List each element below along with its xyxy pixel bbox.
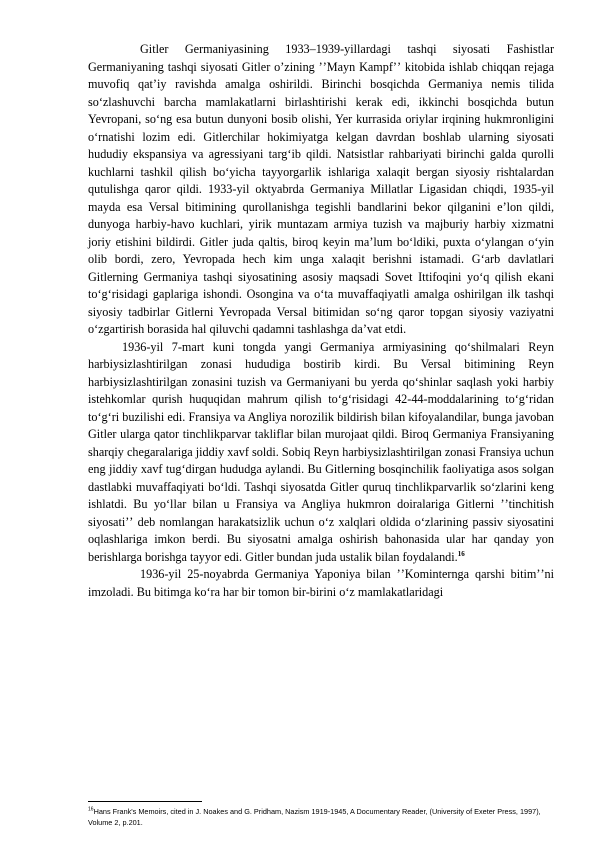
paragraph-2 bbox=[88, 339, 554, 567]
paragraph-3 bbox=[88, 566, 554, 601]
paragraph-1-text: Gitler Germaniyasining 1933–1939-yillardagi tashqi siyosati Fashistlar Germaniyaning tashqi siyosati Gitler oʼzining ʼʼMayn Kampfʼʼ kitobida ishlab chiqqan rejaga muvofiq qatʼiy ravishda amalga oshirildi. Birinchi bosqichda Germaniya nemis tilida soʻzlashuvchi barcha mamlakatlarni birlashtirishi kerak edi, ikkinchi bosqichda butun Yevropani, soʻng esa butun dunyoni bosib olishi, Yer kurrasida oriylar irqining hukmronligini oʻrnatishi lozim edi. Gitlerchilar hokimiyatga kelgan davrdan boshlab ularning siyosati hududiy ekspansiya va agressiyani targʻib qildi. Natsistlar rahbariyati birinchi galda qurolli kuchlarni tashkil qilish boʻyicha tayyorgarlik ishlariga xalaqit bergan siyosiy rishtalardan qutulishga qaror qildi. 1933-yil oktyabrda Germaniya Millatlar Ligasidan chiqdi, 1935-yil mayda esa Versal bitimining qurollanishga tegishli bandlarini bekor qilganini eʼlon qildi, dunyoga harbiy-havo kuchlari, yirik muntazam armiya tuzish va majburiy harbiy xizmatni joriy etishini bildirdi. Gitler juda qaltis, biroq keyin maʼlum boʻldiki, puxta oʻylangan oʻyin olib bordi, zero, Yevropada hech kim unga xalaqit berishni istamadi. Gʻarb davlatlari Gitlerning Germaniya tashqi siyosatining asosiy maqsadi Sovet Ittifoqini yoʻq qilish ekani toʻgʻrisidagi gaplariga ishondi. Osongina va oʻta muvaffaqiyatli amalga oshirilgan ilk tashqi siyosiy tadbirlar Gitlerni Yevropada Versal bitimidan soʻng qaror topgan siyosiy vaziyatni oʻzgartirish borasida hal qiluvchi qadamni tashlashga daʼvat etdi. bbox=[88, 42, 554, 336]
footnote-separator bbox=[88, 801, 202, 802]
footnote-text: Hans Frank's Memoirs, cited in J. Noakes and G. Pridham, Nazism 1919-1945, A Documentary Reader, (University of Exeter Press, 1997), Volume 2, p.201. bbox=[88, 807, 541, 827]
body-text bbox=[88, 41, 554, 601]
paragraph-3-text: 1936-yil 25-noyabrda Germaniya Yaponiya bilan ʼʼKominternga qarshi bitimʼʼni imzoladi. Bu bitimga koʻra har bir tomon bir-birini oʻz mamlakatlaridagi bbox=[88, 567, 554, 599]
paragraph-2-text: 1936-yil 7-mart kuni tongda yangi Germaniya armiyasining qoʻshilmalari Reyn harbiysizlashtirilgan zonasi hududiga bostirib kirdi. Bu Versal bitimining Reyn harbiysizlashtirilgan zonasini tuzish va Germaniyani bu yerda qoʻshinlar saqlash yoki harbiy istehkomlar qurish huquqidan mahrum qilish toʻgʻrisidagi 42-44-moddalarining toʻgʻridan toʻgʻri buzilishi edi. Fransiya va Angliya norozilik bildirish bilan kifoyalandilar, bunga javoban Gitler ularga qator tinchlikparvar takliflar bilan murojaat qildi. Biroq Germaniya Fransiyaning sharqiy chegaralariga jiddiy xavf soldi. Sobiq Reyn harbiysizlashtirilgan zonasi Fransiya uchun eng jiddiy xavf tugʻdirgan hududga aylandi. Bu Gitlerning bosqinchilik faoliyatiga asos solgan dastlabki muvaffaqiyati boʻldi. Tashqi siyosatda Gitler quruq tinchlikparvarlik soʻzlarini keng ishlatdi. Bu yoʻllar bilan u Fransiya va Angliya hukmron doiralariga Gitlerni ʼʼtinchitish siyosatiʼʼ deb nomlangan harakatsizlik uchun oʻz xalqlari oldida oʻzlarining passiv siyosatini oqlashlariga imkon berdi. Bu siyosatni amalga oshirish bahonasida ular har qanday yon berishlarga borishga tayyor edi. Gitler bundan juda ustalik bilan foydalandi. bbox=[88, 339, 554, 564]
footnote-reference[interactable]: 16 bbox=[457, 549, 465, 558]
footnote-marker: 16 bbox=[88, 806, 94, 813]
footnote bbox=[88, 806, 554, 828]
paragraph-1 bbox=[88, 41, 554, 339]
